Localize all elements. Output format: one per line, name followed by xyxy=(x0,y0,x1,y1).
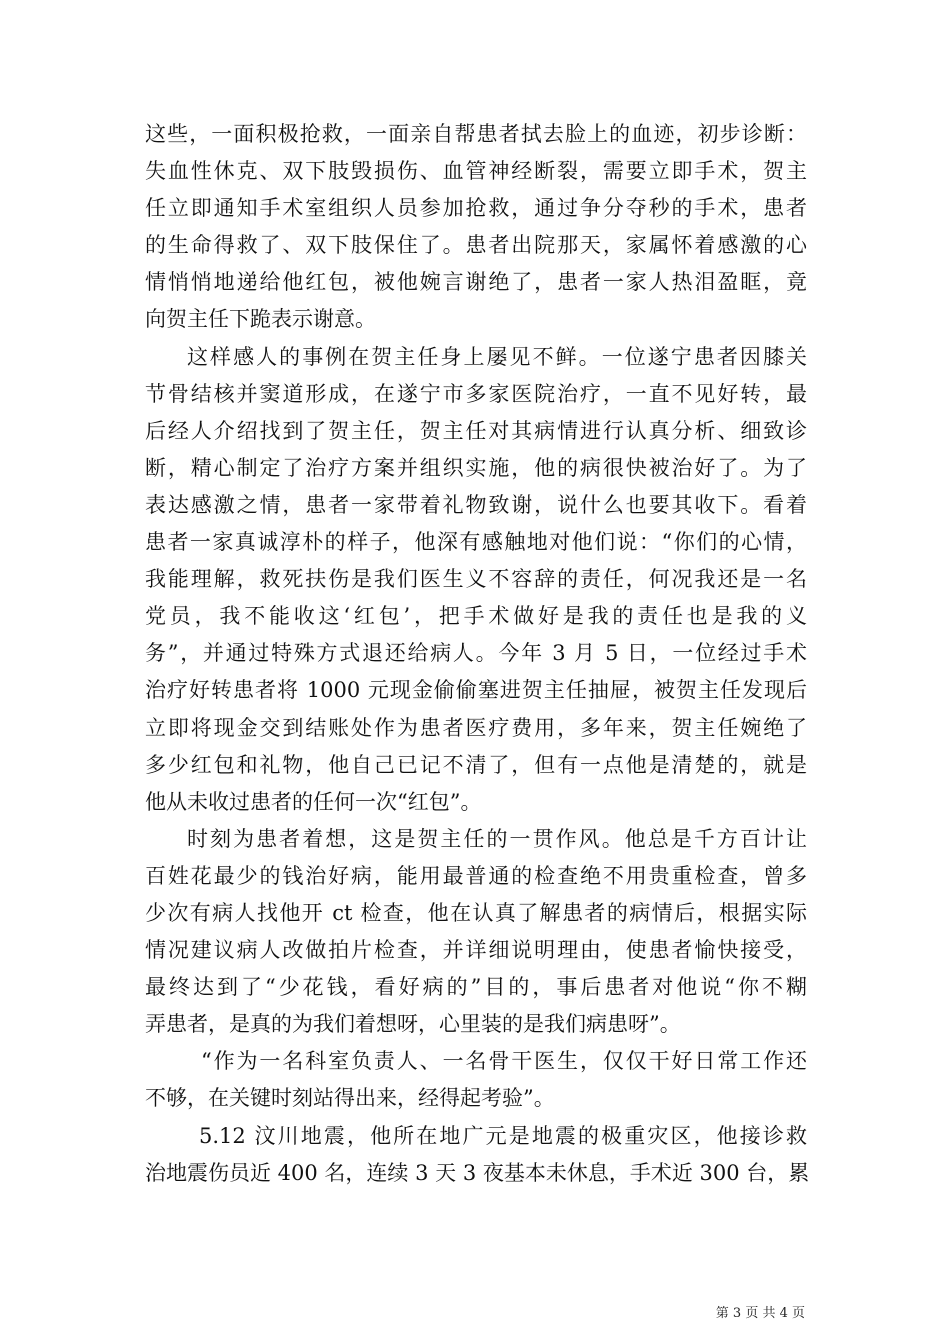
text-line: 的生命得救了、双下肢保住了。患者出院那天，家属怀着感激的心 xyxy=(145,233,807,258)
text-line: 少次有病人找他开 ct 检查，他在认真了解患者的病情后，根据实际 xyxy=(145,900,807,925)
text-line: 我能理解，救死扶伤是我们医生义不容辞的责任，何况我还是一名 xyxy=(145,567,807,592)
text-line: 情悄悄地递给他红包，被他婉言谢绝了，患者一家人热泪盈眶，竟 xyxy=(145,270,807,295)
text-line: 百姓花最少的钱治好病，能用最普通的检查绝不用贵重检查，曾多 xyxy=(145,863,807,888)
text-line: 他从未收过患者的任何一次“红包”。 xyxy=(145,789,482,814)
text-line: 弄患者，是真的为我们着想呀，心里装的是我们病患呀”。 xyxy=(145,1012,681,1037)
page-number: 第 3 页 共 4 页 xyxy=(715,1306,805,1321)
text-line: 这些，一面积极抢救，一面亲自帮患者拭去脸上的血迹，初步诊断： xyxy=(145,122,807,146)
text-line: 节骨结核并窦道形成，在遂宁市多家医院治疗，一直不见好转，最 xyxy=(145,381,807,406)
text-line: 治疗好转患者将 1000 元现金偷偷塞进贺主任抽屉，被贺主任发现后 xyxy=(145,678,807,703)
text-line: 后经人介绍找到了贺主任，贺主任对其病情进行认真分析、细致诊 xyxy=(145,418,807,443)
text-line: 党员，我不能收这‘红包’，把手术做好是我的责任也是我的义 xyxy=(145,604,807,629)
text-line: 向贺主任下跪表示谢意。 xyxy=(145,307,376,332)
text-line: 情况建议病人改做拍片检查，并详细说明理由，使患者愉快接受， xyxy=(145,938,807,963)
text-line: 不够，在关键时刻站得出来，经得起考验”。 xyxy=(145,1086,555,1111)
text-line: 多少红包和礼物，他自己已记不清了，但有一点他是清楚的，就是 xyxy=(145,752,807,777)
text-line: 务”，并通过特殊方式退还给病人。今年 3 月 5 日，一位经过手术 xyxy=(145,641,807,666)
paragraph-first-line: 这样感人的事例在贺主任身上屡见不鲜。一位遂宁患者因膝关 xyxy=(187,344,807,369)
paragraph-first-line: “作为一名科室负责人、一名骨干医生，仅仅干好日常工作还 xyxy=(201,1049,807,1074)
paragraph-first-line: 时刻为患者着想，这是贺主任的一贯作风。他总是千方百计让 xyxy=(187,826,807,851)
document-body xyxy=(145,116,810,1192)
text-line: 立即将现金交到结账处作为患者医疗费用，多年来，贺主任婉绝了 xyxy=(145,715,807,740)
text-line: 失血性休克、双下肢毁损伤、血管神经断裂，需要立即手术，贺主 xyxy=(145,159,807,184)
text-line: 治地震伤员近 400 名，连续 3 天 3 夜基本未休息，手术近 300 台，累 xyxy=(145,1160,810,1185)
paragraph-first-line: 5.12 汶川地震，他所在地广元是地震的极重灾区，他接诊救 xyxy=(199,1123,807,1148)
text-line: 最终达到了“少花钱，看好病的”目的，事后患者对他说“你不糊 xyxy=(145,975,807,1000)
text-line: 任立即通知手术室组织人员参加抢救，通过争分夺秒的手术，患者 xyxy=(145,196,807,221)
text-line: 表达感激之情，患者一家带着礼物致谢，说什么也要其收下。看着 xyxy=(145,492,807,517)
text-line: 断，精心制定了治疗方案并组织实施，他的病很快被治好了。为了 xyxy=(145,455,807,480)
text-line: 患者一家真诚淳朴的样子，他深有感触地对他们说：“你们的心情， xyxy=(145,530,807,555)
